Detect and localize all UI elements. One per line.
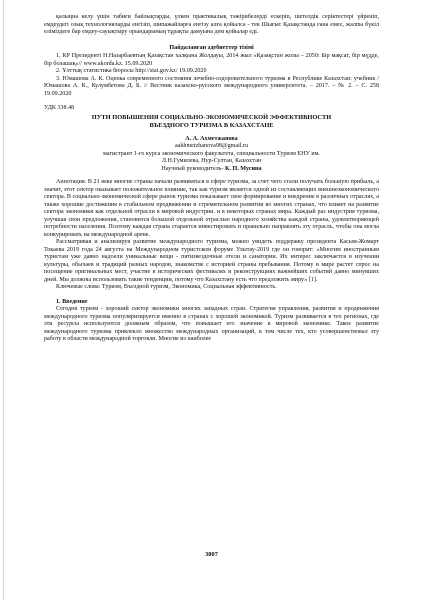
reference-1: 1. КР Президенті Н.Назарбаевтың Қазақстан халқына Жолдауы, 2014 жыл «Қазақстан жолы – 2050: Бір мақсат, бір мүдде, бір болашақ»// www.akorda.kz. 15.09.2020: [44, 53, 379, 67]
article-title-line-2: ВЪЕЗДНОГО ТУРИЗМА В КАЗАХСТАНЕ: [149, 121, 274, 129]
supervisor-label: Научный руководитель-: [161, 165, 224, 172]
supervisor: [44, 166, 379, 174]
introduction-section: [44, 299, 379, 344]
reference-3: 3. Юмашова А. К. Оценка современного состояния лечебно-оздоровительного туризма в Республике Казахстан: учебник / Юмашова А. К., Кулумбетова Д. Б. // Вестник казахско-русского международного университета. – 2017. – № 2. – С. 258 19.09.2020: [44, 75, 379, 97]
reference-2: 2. Ұлттық статистика бюросы http://stat.gov.kz/ 19.09.2020: [56, 68, 207, 74]
udk-code: УДК 338.48: [44, 105, 75, 111]
supervisor-name: К. П. Мусина: [225, 165, 262, 172]
abstract-block: [44, 179, 379, 292]
section-paragraph-1: Сегодня туризм - хороший сектор экономики многих западных стран. Стратегия управления, развития и продвижения международного туризма популяризируется именно в странах с хорошей экономикой. Туризм развивается в тех регионах, где эти ресурсы используются должным образом, что повышает его значение в мировой экономике. Такое развитие международного туризма привлекло множество международных организаций, в том числе тех, кто усовершенствовал эту работу в области международной торговли. Многие из наиболее: [44, 306, 379, 342]
page-number: 3807: [205, 551, 218, 558]
keywords: Ключевые слова: Туризм, Въездной туризм, Экономика, Социальная эффективность.: [56, 284, 277, 290]
section-title: 1. Введение: [56, 298, 88, 305]
references-title: Пайдаланған әдебиеттер тізімі: [169, 44, 254, 51]
article-title: [44, 114, 379, 130]
intro-paragraph-kz: қалыңна келу үшін табиғи байлықтарды, үлкен практикалық тәжірибелерді ескеріп, шетелдік серіктестері үйреніп, емдеудегі озық технологияларды енгізіп, шипажайларға енгізу алға қойылса - тек Шығыс Қазақстанда ғана емес, жалпы бүкіл еліміздеге бар емдеу-сауықтыру орындарының тұрақты дамуына дем қойылар еді.: [44, 14, 379, 35]
abstract-paragraph-1: Аннотация. В 21 веке многие страны начали развиваться в сфере туризма, за счет чего стали получать большую прибыль, а значит, этот сектор оказывает положительное влияние, так как туризм является одной из составляющих внешнеэкономического сектора. В социально-экономической сфере рынок туризма показывает свое формирование и внедрение в различных отраслях, а также хорошие достижения в стабильном продвижении и стремительном развитии во многих странах, что влияет на развитие сектора экономики как отдельной отрасли в мировой индустрии. и в некоторых странах мира. Каждый раз индустрия туризма, улучшая свои предложения, становится большой отдельной отраслью народного хозяйства каждой страны, удовлетворяющей потребности населения. Поэтому каждая страна старается инвестировать и правильно направлять эту отрасль, чтобы она могла конкурировать на международной арене.: [44, 179, 379, 238]
article-title-line-1: ПУТИ ПОВЫШЕНИЯ СОЦИАЛЬНО-ЭКОНОМИЧЕСКОЙ ЭФФЕКТИВНОСТИ: [91, 113, 332, 121]
affiliation-line-2: Л.Н.Гумилева, Нур-Султан, Казахстан: [161, 158, 262, 164]
author-block: [44, 136, 379, 174]
author-name: А. А. Ахметжанова: [185, 135, 238, 142]
abstract-paragraph-2: Рассматривая и анализируя развитие международного туризма, можно увидеть поддержку президента Касым-Жомарт Токаева 2019 года 24 августа на Международном туристском форуме Улытау-2019 где он говорит: «Многим иностранным туристам уже давно надоели уникальные вещи - пятизвездочные отели и санатории. Их интерес заключается в изучении культуры, обычаев и традиций разных народов, знакомстве с историей страны пребывания. Потому в мире растет спрос на посещение оригинальных мест, участие в исторических фестивалях и реконструкциях важнейших событий давно минувших дней. Мы должны использовать такие тенденции, потому что Казахстану есть что предложить миру» [1].: [44, 239, 379, 283]
affiliation-line-1: магистрант 1-го курса экономического факультета, специальности Туризм ЕНУ им.: [103, 150, 320, 157]
author-email: aakhmetzhanova98@gmail.ru: [174, 143, 249, 149]
